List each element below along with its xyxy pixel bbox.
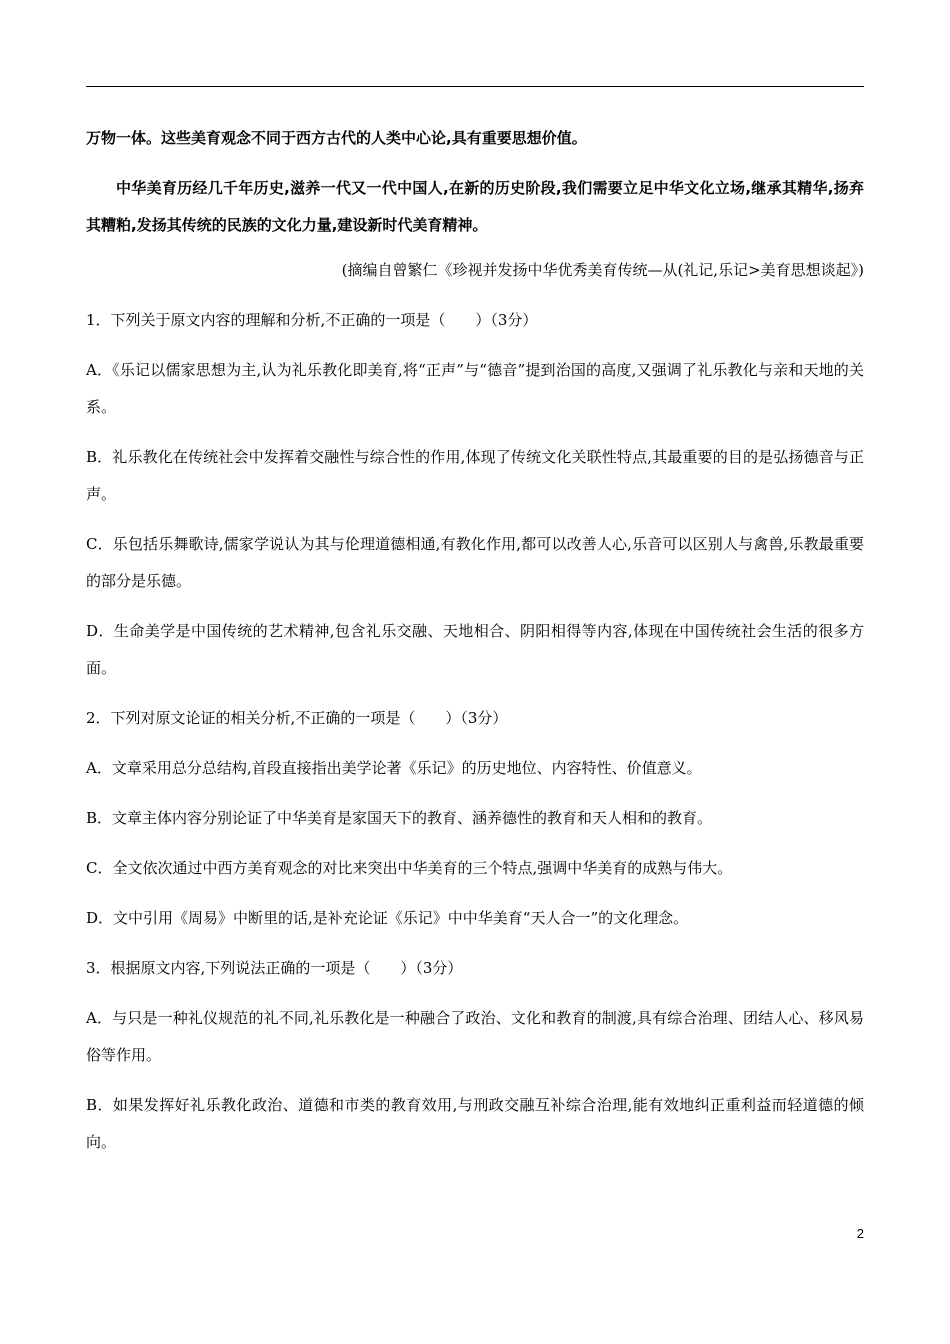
question-option: D．生命美学是中国传统的艺术精神,包含礼乐交融、天地相合、阴阳相得等内容,体现在中国传统社会生活的很多方面。 [86, 622, 864, 677]
question-option: C．全文依次通过中西方美育观念的对比来突出中华美育的三个特点,强调中华美育的成熟与伟大。 [86, 859, 733, 877]
question-stem: 3．根据原文内容,下列说法正确的一项是（ ）（3分） [86, 959, 463, 977]
page-number: 2 [856, 1226, 864, 1241]
question-stem: 2．下列对原文论证的相关分析,不正确的一项是（ ）（3分） [86, 709, 508, 727]
question-option: D．文中引用《周易》中断里的话,是补充论证《乐记》中中华美育“天人合一”的文化理念。 [86, 909, 689, 927]
header-rule [86, 86, 864, 87]
page-content [86, 120, 864, 1161]
passage-paragraph: 中华美育历经几千年历史,滋养一代又一代中国人,在新的历史阶段,我们需要立足中华文化立场,继承其精华,扬弃其糟粕,发扬其传统的民族的文化力量,建设新时代美育精神。 [86, 179, 864, 234]
question-option: B．文章主体内容分别论证了中华美育是家国天下的教育、涵养德性的教育和天人相和的教育。 [86, 809, 713, 827]
passage-paragraph: 万物一体。这些美育观念不同于西方古代的人类中心论,具有重要思想价值。 [86, 129, 587, 147]
question-option: C．乐包括乐舞歌诗,儒家学说认为其与伦理道德相通,有教化作用,都可以改善人心,乐音可以区别人与禽兽,乐教最重要的部分是乐德。 [86, 535, 864, 590]
question-option: A．文章采用总分总结构,首段直接指出美学论著《乐记》的历史地位、内容特性、价值意义。 [86, 759, 702, 777]
question-option: A．《乐记以儒家思想为主,认为礼乐教化即美育,将“正声”与“德音”提到治国的高度,又强调了礼乐教化与亲和天地的关系。 [86, 361, 864, 416]
passage-source: (摘编自曾繁仁《珍视并发扬中华优秀美育传统—从(礼记,乐记>美育思想谈起》) [341, 261, 864, 279]
question-option: B．礼乐教化在传统社会中发挥着交融性与综合性的作用,体现了传统文化关联性特点,其最重要的目的是弘扬德音与正声。 [86, 448, 864, 503]
question-stem: 1．下列关于原文内容的理解和分析,不正确的一项是（ ）（3分） [86, 311, 538, 329]
question-option: B．如果发挥好礼乐教化政治、道德和市类的教育效用,与刑政交融互补综合治理,能有效地纠正重利益而轻道德的倾向。 [86, 1096, 864, 1151]
question-option: A．与只是一种礼仪规范的礼不同,礼乐教化是一种融合了政治、文化和教育的制渡,具有综合治理、团结人心、移风易俗等作用。 [86, 1009, 864, 1064]
